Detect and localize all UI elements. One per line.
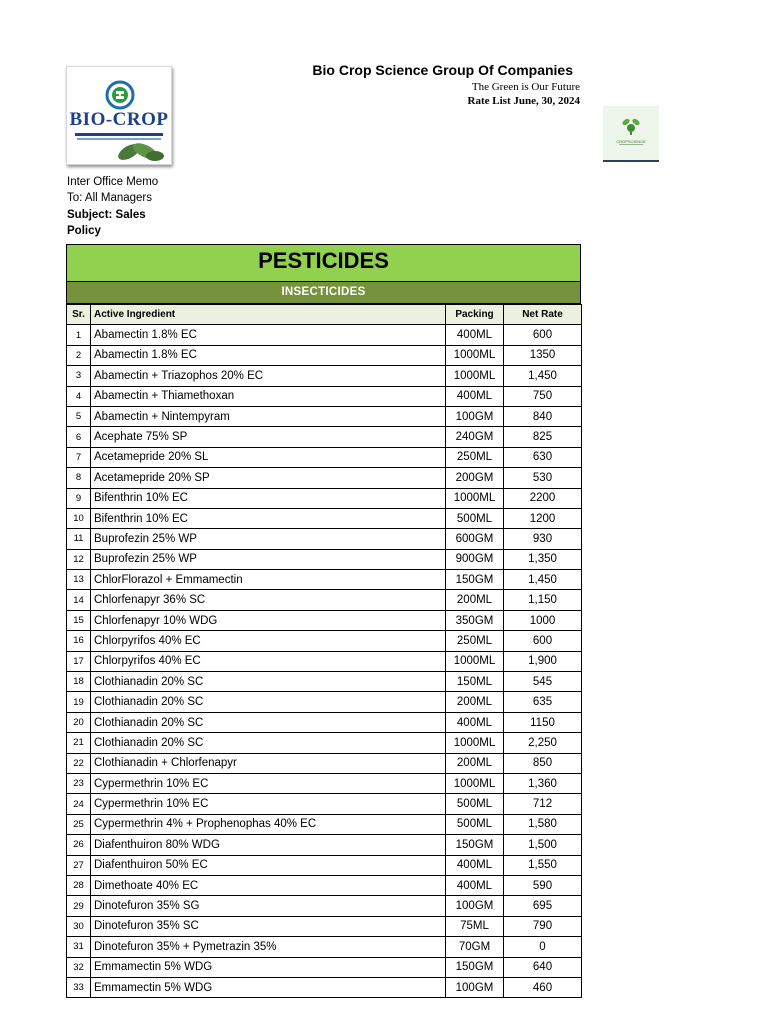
row-packing: 900GM [446, 549, 504, 569]
row-rate: 1200 [504, 508, 582, 528]
row-packing: 1000ML [446, 733, 504, 753]
row-rate: 530 [504, 468, 582, 488]
row-packing: 1000ML [446, 366, 504, 386]
row-ingredient: Bifenthrin 10% EC [91, 508, 446, 528]
row-sr: 27 [67, 855, 91, 875]
row-packing: 200ML [446, 692, 504, 712]
table-row [67, 855, 582, 875]
row-sr: 19 [67, 692, 91, 712]
row-rate: 825 [504, 427, 582, 447]
secondary-logo-text: CROPSCIENCE [616, 139, 646, 144]
row-ingredient: Acetamepride 20% SL [91, 447, 446, 467]
row-sr: 30 [67, 916, 91, 936]
row-sr: 25 [67, 814, 91, 834]
memo-subject-cont: Policy [67, 224, 101, 237]
section-title: INSECTICIDES [66, 282, 581, 304]
table-row [67, 957, 582, 977]
row-rate: 930 [504, 529, 582, 549]
table-row [67, 875, 582, 895]
row-ingredient: Diafenthuiron 50% EC [91, 855, 446, 875]
row-rate: 1,150 [504, 590, 582, 610]
row-ingredient: Emmamectin 5% WDG [91, 977, 446, 997]
table-row [67, 977, 582, 997]
memo-subject: Subject: Sales [67, 208, 146, 221]
row-rate: 1,550 [504, 855, 582, 875]
row-rate: 1,450 [504, 366, 582, 386]
row-ingredient: Acephate 75% SP [91, 427, 446, 447]
memo-recipient: To: All Managers [67, 192, 153, 205]
row-packing: 1000ML [446, 488, 504, 508]
plant-sprout-icon [603, 106, 659, 162]
row-sr: 13 [67, 570, 91, 590]
logo-tagline-strip [77, 138, 161, 140]
row-ingredient: Clothianadin 20% SC [91, 692, 446, 712]
row-packing: 200ML [446, 753, 504, 773]
company-slogan: The Green is Our Future [471, 81, 580, 93]
row-packing: 150GM [446, 957, 504, 977]
col-header-packing: Packing [446, 305, 504, 325]
row-sr: 10 [67, 508, 91, 528]
table-row [67, 549, 582, 569]
row-rate: 750 [504, 386, 582, 406]
row-packing: 400ML [446, 712, 504, 732]
row-packing: 1000ML [446, 651, 504, 671]
row-ingredient: Cypermethrin 10% EC [91, 773, 446, 793]
row-rate: 630 [504, 447, 582, 467]
row-packing: 1000ML [446, 773, 504, 793]
row-ingredient: Abamectin + Thiamethoxan [91, 386, 446, 406]
row-rate: 1,500 [504, 835, 582, 855]
table-body [67, 325, 582, 998]
memo-block [67, 174, 158, 239]
row-rate: 590 [504, 875, 582, 895]
row-rate: 640 [504, 957, 582, 977]
memo-type: Inter Office Memo [67, 176, 159, 188]
col-header-ingredient: Active Ingredient [91, 305, 446, 325]
table-row [67, 773, 582, 793]
table-row [67, 631, 582, 651]
bio-crop-logo [66, 66, 172, 165]
row-ingredient: Chlorfenapyr 10% WDG [91, 610, 446, 630]
table-row [67, 345, 582, 365]
row-sr: 11 [67, 529, 91, 549]
row-rate: 1150 [504, 712, 582, 732]
table-row [67, 610, 582, 630]
company-header [270, 62, 580, 107]
row-packing: 400ML [446, 875, 504, 895]
logo-wordmark: BIO-CROP [69, 109, 169, 130]
table-row [67, 712, 582, 732]
row-sr: 8 [67, 468, 91, 488]
row-packing: 150GM [446, 835, 504, 855]
row-ingredient: Dinotefuron 35% SG [91, 896, 446, 916]
logo-underline [75, 133, 163, 136]
table-row [67, 386, 582, 406]
row-packing: 75ML [446, 916, 504, 936]
row-ingredient: Dinotefuron 35% SC [91, 916, 446, 936]
row-sr: 15 [67, 610, 91, 630]
row-packing: 150GM [446, 570, 504, 590]
row-sr: 6 [67, 427, 91, 447]
table-row [67, 508, 582, 528]
company-name: Bio Crop Science Group Of Companies [312, 62, 573, 78]
row-sr: 9 [67, 488, 91, 508]
row-packing: 400ML [446, 325, 504, 345]
row-ingredient: Buprofezin 25% WP [91, 529, 446, 549]
crop-science-logo [603, 106, 659, 162]
row-rate: 600 [504, 325, 582, 345]
row-ingredient: Chlorfenapyr 36% SC [91, 590, 446, 610]
row-sr: 12 [67, 549, 91, 569]
table-row [67, 753, 582, 773]
row-sr: 4 [67, 386, 91, 406]
row-ingredient: Cypermethrin 10% EC [91, 794, 446, 814]
row-packing: 250ML [446, 447, 504, 467]
row-sr: 16 [67, 631, 91, 651]
rate-table [66, 304, 582, 998]
row-sr: 5 [67, 406, 91, 426]
row-packing: 250ML [446, 631, 504, 651]
row-rate: 0 [504, 937, 582, 957]
table-row [67, 529, 582, 549]
row-packing: 200ML [446, 590, 504, 610]
table-row [67, 794, 582, 814]
table-row [67, 570, 582, 590]
row-sr: 22 [67, 753, 91, 773]
row-packing: 600GM [446, 529, 504, 549]
row-packing: 500ML [446, 794, 504, 814]
table-row [67, 814, 582, 834]
rate-sheet [66, 244, 581, 998]
row-packing: 400ML [446, 855, 504, 875]
row-sr: 18 [67, 672, 91, 692]
table-row [67, 590, 582, 610]
row-rate: 2,250 [504, 733, 582, 753]
table-row [67, 672, 582, 692]
row-sr: 31 [67, 937, 91, 957]
row-rate: 790 [504, 916, 582, 936]
row-rate: 600 [504, 631, 582, 651]
table-row [67, 896, 582, 916]
table-row [67, 366, 582, 386]
row-ingredient: Clothianadin 20% SC [91, 733, 446, 753]
row-packing: 400ML [446, 386, 504, 406]
row-ingredient: Clothianadin 20% SC [91, 712, 446, 732]
table-row [67, 468, 582, 488]
row-sr: 14 [67, 590, 91, 610]
row-rate: 1,450 [504, 570, 582, 590]
row-rate: 695 [504, 896, 582, 916]
row-sr: 21 [67, 733, 91, 753]
row-ingredient: Chlorpyrifos 40% EC [91, 651, 446, 671]
table-row [67, 733, 582, 753]
table-row [67, 488, 582, 508]
row-rate: 1,900 [504, 651, 582, 671]
row-sr: 7 [67, 447, 91, 467]
table-header-row [67, 305, 582, 325]
row-ingredient: Acetamepride 20% SP [91, 468, 446, 488]
row-ingredient: Abamectin + Nintempyram [91, 406, 446, 426]
row-ingredient: Abamectin 1.8% EC [91, 345, 446, 365]
row-sr: 33 [67, 977, 91, 997]
row-ingredient: Buprofezin 25% WP [91, 549, 446, 569]
row-packing: 150ML [446, 672, 504, 692]
row-sr: 29 [67, 896, 91, 916]
row-rate: 545 [504, 672, 582, 692]
row-ingredient: Abamectin + Triazophos 20% EC [91, 366, 446, 386]
table-row [67, 651, 582, 671]
row-packing: 1000ML [446, 345, 504, 365]
col-header-sr: Sr. [67, 305, 91, 325]
row-sr: 23 [67, 773, 91, 793]
row-rate: 840 [504, 406, 582, 426]
row-packing: 100GM [446, 406, 504, 426]
rate-list-date: Rate List June, 30, 2024 [467, 95, 580, 107]
row-ingredient: Dimethoate 40% EC [91, 875, 446, 895]
row-packing: 240GM [446, 427, 504, 447]
row-ingredient: ChlorFlorazol + Emmamectin [91, 570, 446, 590]
row-packing: 500ML [446, 814, 504, 834]
row-ingredient: Dinotefuron 35% + Pymetrazin 35% [91, 937, 446, 957]
table-row [67, 835, 582, 855]
row-sr: 32 [67, 957, 91, 977]
row-sr: 20 [67, 712, 91, 732]
row-rate: 1350 [504, 345, 582, 365]
row-packing: 350GM [446, 610, 504, 630]
row-ingredient: Bifenthrin 10% EC [91, 488, 446, 508]
row-sr: 17 [67, 651, 91, 671]
table-row [67, 427, 582, 447]
row-sr: 26 [67, 835, 91, 855]
row-packing: 100GM [446, 977, 504, 997]
row-sr: 28 [67, 875, 91, 895]
row-rate: 712 [504, 794, 582, 814]
table-row [67, 916, 582, 936]
row-ingredient: Clothianadin 20% SC [91, 672, 446, 692]
row-sr: 1 [67, 325, 91, 345]
table-row [67, 325, 582, 345]
row-ingredient: Abamectin 1.8% EC [91, 325, 446, 345]
row-ingredient: Cypermethrin 4% + Prophenophas 40% EC [91, 814, 446, 834]
row-ingredient: Diafenthuiron 80% WDG [91, 835, 446, 855]
row-ingredient: Emmamectin 5% WDG [91, 957, 446, 977]
row-rate: 850 [504, 753, 582, 773]
row-packing: 100GM [446, 896, 504, 916]
row-rate: 1,580 [504, 814, 582, 834]
row-sr: 3 [67, 366, 91, 386]
row-sr: 24 [67, 794, 91, 814]
row-rate: 1000 [504, 610, 582, 630]
table-row [67, 692, 582, 712]
row-ingredient: Clothianadin + Chlorfenapyr [91, 753, 446, 773]
row-rate: 2200 [504, 488, 582, 508]
sheet-title: PESTICIDES [66, 244, 581, 282]
row-packing: 70GM [446, 937, 504, 957]
table-row [67, 406, 582, 426]
table-row [67, 447, 582, 467]
row-rate: 1,350 [504, 549, 582, 569]
row-rate: 460 [504, 977, 582, 997]
table-row [67, 937, 582, 957]
row-packing: 500ML [446, 508, 504, 528]
row-ingredient: Chlorpyrifos 40% EC [91, 631, 446, 651]
row-packing: 200GM [446, 468, 504, 488]
row-rate: 1,360 [504, 773, 582, 793]
row-rate: 635 [504, 692, 582, 712]
col-header-rate: Net Rate [504, 305, 582, 325]
row-sr: 2 [67, 345, 91, 365]
